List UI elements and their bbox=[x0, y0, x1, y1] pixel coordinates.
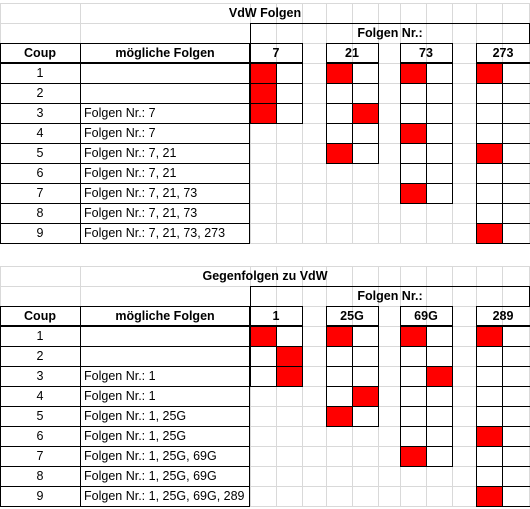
sequence-header: 1 bbox=[272, 309, 280, 323]
marked-cell[interactable] bbox=[401, 184, 426, 203]
sequence-border bbox=[476, 83, 530, 84]
coup-cell: 4 bbox=[36, 389, 44, 403]
coup-cell: 7 bbox=[36, 449, 44, 463]
coup-cell: 7 bbox=[36, 186, 44, 200]
folgen-cell: Folgen Nr.: 7, 21 bbox=[84, 166, 177, 180]
sequence-border bbox=[476, 183, 530, 184]
sequence-border bbox=[476, 243, 530, 244]
sequence-border bbox=[352, 63, 353, 163]
marked-cell[interactable] bbox=[477, 144, 502, 163]
group-header: Folgen Nr.: bbox=[357, 289, 423, 303]
folgen-cell: Folgen Nr.: 7 bbox=[84, 106, 156, 120]
table-border bbox=[0, 243, 250, 244]
marked-cell[interactable] bbox=[353, 104, 378, 123]
marked-cell[interactable] bbox=[401, 124, 426, 143]
column-header-folgen: mögliche Folgen bbox=[115, 309, 215, 323]
sequence-header: 69G bbox=[414, 309, 438, 323]
sequence-border bbox=[352, 326, 353, 426]
marked-cell[interactable] bbox=[327, 327, 352, 346]
sequence-border bbox=[326, 163, 379, 164]
marked-cell[interactable] bbox=[477, 64, 502, 83]
marked-cell[interactable] bbox=[477, 327, 502, 346]
coup-cell: 6 bbox=[36, 166, 44, 180]
marked-cell[interactable] bbox=[401, 327, 426, 346]
coup-cell: 3 bbox=[36, 106, 44, 120]
coup-cell: 2 bbox=[36, 349, 44, 363]
sequence-border bbox=[250, 386, 303, 387]
marked-cell[interactable] bbox=[277, 347, 302, 366]
marked-cell[interactable] bbox=[477, 487, 502, 506]
folgen-cell: Folgen Nr.: 1, 25G, 69G bbox=[84, 449, 217, 463]
folgen-cell bbox=[80, 83, 250, 103]
table-border bbox=[0, 506, 250, 507]
sequence-header: 25G bbox=[340, 309, 364, 323]
folgen-cell: Folgen Nr.: 1, 25G bbox=[84, 409, 187, 423]
marked-cell[interactable] bbox=[327, 64, 352, 83]
sequence-border bbox=[378, 43, 379, 163]
folgen-cell: Folgen Nr.: 7, 21, 73 bbox=[84, 186, 198, 200]
folgen-cell: Folgen Nr.: 7, 21 bbox=[84, 146, 177, 160]
marked-cell[interactable] bbox=[401, 447, 426, 466]
folgen-cell: Folgen Nr.: 1 bbox=[84, 369, 156, 383]
folgen-cell bbox=[80, 346, 250, 366]
sequence-border bbox=[476, 366, 530, 367]
sequence-border bbox=[400, 203, 453, 204]
sequence-border bbox=[302, 43, 303, 123]
coup-cell: 4 bbox=[36, 126, 44, 140]
coup-cell: 5 bbox=[36, 146, 44, 160]
sequence-border bbox=[452, 306, 453, 466]
sequence-border bbox=[502, 326, 503, 506]
marked-cell[interactable] bbox=[427, 367, 452, 386]
sequence-border bbox=[326, 426, 379, 427]
sequence-border bbox=[476, 406, 530, 407]
marked-cell[interactable] bbox=[327, 407, 352, 426]
marked-cell[interactable] bbox=[251, 104, 276, 123]
folgen-cell: Folgen Nr.: 1, 25G, 69G, 289 bbox=[84, 489, 245, 503]
sequence-border bbox=[476, 163, 530, 164]
folgen-cell: Folgen Nr.: 1, 25G bbox=[84, 429, 187, 443]
marked-cell[interactable] bbox=[353, 387, 378, 406]
sequence-border bbox=[476, 506, 530, 507]
sequence-header: 73 bbox=[419, 46, 433, 60]
folgen-cell: Folgen Nr.: 1, 25G, 69G bbox=[84, 469, 217, 483]
sequence-header: 7 bbox=[272, 46, 280, 60]
sequence-border bbox=[250, 123, 303, 124]
sequence-border bbox=[476, 223, 530, 224]
folgen-cell: Folgen Nr.: 1 bbox=[84, 389, 156, 403]
coup-cell: 2 bbox=[36, 86, 44, 100]
sequence-border bbox=[476, 123, 530, 124]
coup-cell: 8 bbox=[36, 206, 44, 220]
sequence-border bbox=[276, 326, 277, 386]
marked-cell[interactable] bbox=[401, 64, 426, 83]
sequence-border bbox=[426, 63, 427, 203]
coup-cell: 8 bbox=[36, 469, 44, 483]
folgen-cell bbox=[80, 63, 250, 83]
block-title: Gegenfolgen zu VdW bbox=[202, 269, 328, 283]
column-header-coup: Coup bbox=[24, 309, 56, 323]
marked-cell[interactable] bbox=[251, 327, 276, 346]
group-header: Folgen Nr.: bbox=[357, 26, 423, 40]
sequence-border bbox=[476, 486, 530, 487]
sequence-header: 289 bbox=[492, 309, 514, 323]
marked-cell[interactable] bbox=[277, 367, 302, 386]
sequence-border bbox=[476, 426, 530, 427]
sequence-border bbox=[378, 306, 379, 426]
sequence-border bbox=[302, 306, 303, 386]
sequence-header: 273 bbox=[492, 46, 514, 60]
sequence-border bbox=[476, 446, 530, 447]
marked-cell[interactable] bbox=[477, 427, 502, 446]
coup-cell: 6 bbox=[36, 429, 44, 443]
sequence-border bbox=[476, 346, 530, 347]
coup-cell: 1 bbox=[36, 66, 44, 80]
marked-cell[interactable] bbox=[477, 224, 502, 243]
folgen-cell: Folgen Nr.: 7, 21, 73, 273 bbox=[84, 226, 226, 240]
folgen-cell bbox=[80, 326, 250, 346]
folgen-cell: Folgen Nr.: 7 bbox=[84, 126, 156, 140]
coup-cell: 1 bbox=[36, 329, 44, 343]
sequence-border bbox=[276, 63, 277, 123]
sequence-border bbox=[476, 386, 530, 387]
sequence-border bbox=[476, 466, 530, 467]
sequence-border bbox=[426, 326, 427, 466]
sequence-header: 21 bbox=[345, 46, 359, 60]
column-header-folgen: mögliche Folgen bbox=[115, 46, 215, 60]
marked-cell[interactable] bbox=[251, 84, 276, 103]
coup-cell: 9 bbox=[36, 226, 44, 240]
sequence-border bbox=[502, 63, 503, 243]
marked-cell[interactable] bbox=[327, 144, 352, 163]
coup-cell: 5 bbox=[36, 409, 44, 423]
coup-cell: 3 bbox=[36, 369, 44, 383]
sequence-border bbox=[400, 466, 453, 467]
marked-cell[interactable] bbox=[251, 64, 276, 83]
coup-cell: 9 bbox=[36, 489, 44, 503]
block-title: VdW Folgen bbox=[228, 6, 302, 20]
sequence-border bbox=[476, 203, 530, 204]
sequence-border bbox=[452, 43, 453, 203]
sequence-border bbox=[476, 143, 530, 144]
sequence-border bbox=[476, 103, 530, 104]
folgen-cell: Folgen Nr.: 7, 21, 73 bbox=[84, 206, 198, 220]
column-header-coup: Coup bbox=[24, 46, 56, 60]
